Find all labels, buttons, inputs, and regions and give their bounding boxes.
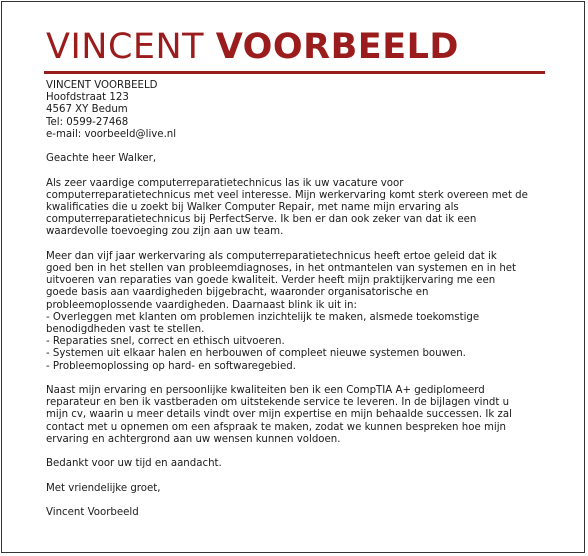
paragraph-1	[46, 178, 546, 239]
paragraph-line: kwalificaties die u zoekt bij Walker Computer Repair, met name mijn ervaring als	[46, 202, 459, 213]
header-first-name: VINCENT	[46, 27, 205, 67]
paragraph-line: goede basis aan vaardigheden bijgebracht, waaronder organisatorische en	[46, 287, 429, 299]
sender-name: VINCENT VOORBEELD	[46, 80, 158, 91]
sender-phone: Tel: 0599-27468	[46, 116, 129, 128]
signature-name: Vincent Voorbeeld	[46, 507, 139, 518]
header-last-name: VOORBEELD	[215, 27, 459, 67]
bullet-item: - Overleggen met klanten om problemen inzichtelijk te maken, alsmede toekomstige	[46, 311, 480, 323]
paragraph-line: computerreparatietechnicus bij PerfectServe. Ik ben er dan ook zeker van dat ik een	[46, 214, 477, 226]
paragraph-line: Naast mijn ervaring en persoonlijke kwaliteiten ben ik een CompTIA A+ gediplomeerd	[46, 385, 485, 397]
paragraph-line: ervaring en achtergrond aan uw wensen kunnen voldoen.	[46, 433, 341, 445]
paragraph-3	[46, 385, 546, 446]
paragraph-line: goed ben in het stellen van probleemdiagnoses, in het ontmantelen van systemen en in het	[46, 263, 517, 274]
paragraph-line: computerreparatietechnicus met veel interesse. Mijn werkervaring komt sterk overeen met de	[46, 189, 528, 201]
paragraph-2	[46, 251, 546, 373]
paragraph-line: reparateur en ben ik vastberaden om uitstekende service te leveren. In de bijlagen vindt u	[46, 397, 510, 409]
salutation: Geachte heer Walker,	[46, 153, 157, 165]
thanks-line: Bedankt voor uw tijd en aandacht.	[46, 458, 222, 470]
letter-header	[46, 28, 459, 67]
paragraph-line: waardevolle toevoeging zou zijn aan uw team.	[46, 226, 284, 238]
sender-street: Hoofdstraat 123	[46, 92, 129, 104]
bullet-item: - Probleemoplossing op hard- en softwaregebied.	[46, 360, 296, 372]
bullet-item-continued: benodigdheden vast te stellen.	[46, 324, 205, 336]
sender-postal-city: 4567 XY Bedum	[46, 104, 128, 116]
paragraph-line: Meer dan vijf jaar werkervaring als computerreparatietechnicus heeft ertoe geleid dat ik	[46, 250, 497, 262]
bullet-item: - Systemen uit elkaar halen en herbouwen of compleet nieuwe systemen bouwen.	[46, 348, 466, 360]
paragraph-line: uitvoeren van reparaties van goede kwaliteit. Verder heeft mijn praktijkervaring me een	[46, 275, 496, 287]
header-divider	[44, 71, 545, 74]
letter-page	[1, 1, 585, 553]
closing-line: Met vriendelijke groet,	[46, 482, 161, 494]
bullet-item: - Reparaties snel, correct en ethisch uitvoeren.	[46, 336, 285, 348]
paragraph-line: contact met u opnemen om een afspraak te maken, zodat we kunnen bespreken hoe mijn	[46, 421, 506, 433]
paragraph-line: Als zeer vaardige computerreparatietechnicus las ik uw vacature voor	[46, 177, 404, 189]
sender-email: e-mail: voorbeeld@live.nl	[46, 128, 177, 140]
paragraph-line: probleemoplossende vaardigheden. Daarnaast blink ik uit in:	[46, 299, 357, 311]
letter-body	[46, 80, 546, 519]
sender-address	[46, 80, 546, 141]
paragraph-line: mijn cv, waarin u meer details vindt over mijn expertise en mijn behaalde successen. Ik zal	[46, 409, 512, 421]
